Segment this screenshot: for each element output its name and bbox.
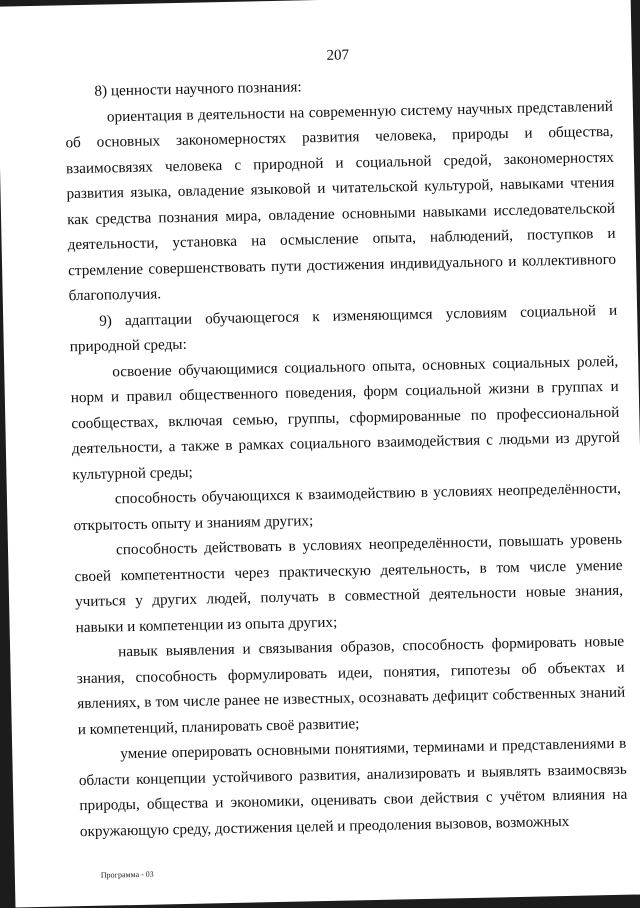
section-heading-scientific-values: 8) ценности научного познания:	[94, 78, 302, 100]
footer-label: Программа - 03	[100, 869, 154, 880]
page-content	[63, 0, 628, 840]
paragraph-social-experience: освоение обучающимися социального опыта, основных социальных ролей, норм и правил общественного поведения, форм социальной жизни в группах и сообществах, включая семью, группы, сформированные по профессиональной деятельности, а также в рамках социального взаимодействия с людьми из другой культурной среды;	[70, 352, 620, 483]
paragraph-acting-uncertainty: способность действовать в условиях неопределённости, повышать уровень своей компетентности через практическую деятельность, в том числе умение учиться у других людей, получать в совместной деятельности новые знания, навыки и компетенции из опыта других;	[74, 530, 624, 636]
paragraph-image-linking: навык выявления и связывания образов, способность формировать новые знания, способность формулировать идеи, понятия, гипотезы об объектах и явлениях, в том числе ранее не известных, осознавать дефицит собственных знаний и компетенций, планировать своё развитие;	[76, 632, 626, 738]
page-number: 207	[326, 47, 350, 64]
paragraph-sustainable-development: умение оперировать основными понятиями, терминами и представлениями в области концепции устойчивого развития, анализировать и выявлять взаимосвязь природы, общества и экономики, оценивать свои действия с учётом влияния на окружающую среду, достижения целей и преодоления вызовов, возможных	[78, 734, 628, 840]
section-heading-adaptation: 9) адаптации обучающегося к изменяющимся условиям социальной и природной среды:	[69, 301, 618, 356]
body-text	[64, 68, 628, 844]
paragraph-interaction-uncertainty: способность обучающихся к взаимодействию в условиях неопределённости, открытость опыту и знаниям других;	[73, 479, 622, 534]
paragraph-scientific-orientation: ориентация в деятельности на современную систему научных представлений об основных закономерностях развития человека, природы и общества, взаимосвязях человека с природной и социальной средой, закономерностях развития языка, овладение языковой и читательской культурой, навыками чтения как средства познания мира, овладение основными навыками исследовательской деятельности, установка на осмысление опыта, наблюдений, поступков и стремление совершенствовать пути достижения индивидуального и коллективного благополучия.	[65, 97, 617, 305]
